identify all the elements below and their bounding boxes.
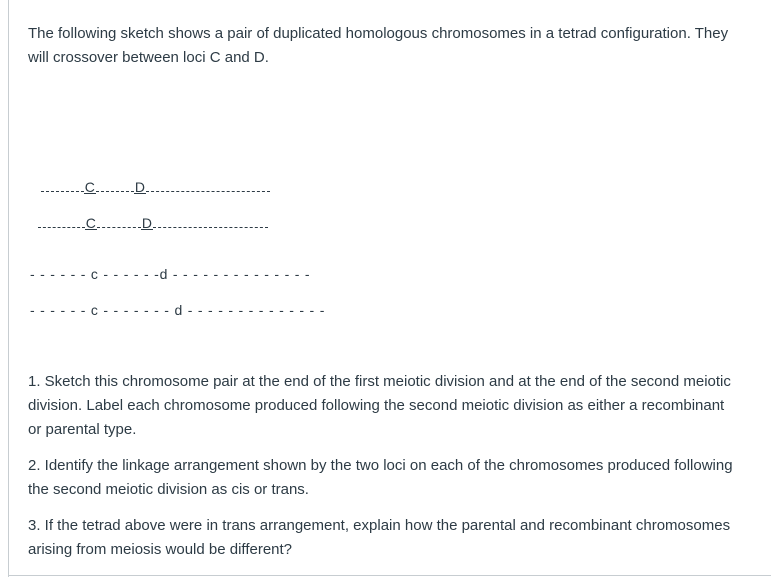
- question-3: 3. If the tetrad above were in trans arrangement, explain how the parental and recombinant chromosomes arising from meiosis would be different?: [28, 517, 731, 558]
- chromatid-1-segment: [41, 177, 84, 192]
- chromatid-1-locus-c: C: [84, 179, 95, 195]
- content-bottom-border: [8, 575, 771, 576]
- intro-paragraph: The following sketch shows a pair of duplicated homologous chromosomes in a tetrad configuration. They will crossover between loci C and D.: [28, 25, 729, 66]
- question-1: 1. Sketch this chromosome pair at the end of the first meiotic division and at the end of the second meiotic division. Label each chromosome produced following the second meiotic division as either a recombinant or parental type.: [28, 373, 731, 438]
- chromatid-1: [33, 161, 270, 195]
- chromatid-3: - - - - - - c - - - - - -d - - - - - - - - - - - - - -: [30, 266, 311, 282]
- chromatid-2: [30, 197, 268, 231]
- chromatid-4: - - - - - - c - - - - - - - d - - - - - - - - - - - - - -: [30, 302, 326, 318]
- question-2: 2. Identify the linkage arrangement shown by the two loci on each of the chromosomes produced following the second meiotic division as cis or trans.: [28, 457, 733, 498]
- chromatid-2-segment: [38, 213, 85, 228]
- content-left-border: [8, 0, 9, 577]
- chromatid-1-locus-d: D: [134, 179, 146, 195]
- chromatid-1-segment: [96, 177, 134, 192]
- chromatid-2-locus-c: C: [85, 215, 96, 231]
- chromatid-2-segment: [97, 213, 141, 228]
- chromatid-2-segment: [153, 213, 268, 228]
- chromatid-2-locus-d: D: [141, 215, 153, 231]
- chromatid-1-segment: [146, 177, 270, 192]
